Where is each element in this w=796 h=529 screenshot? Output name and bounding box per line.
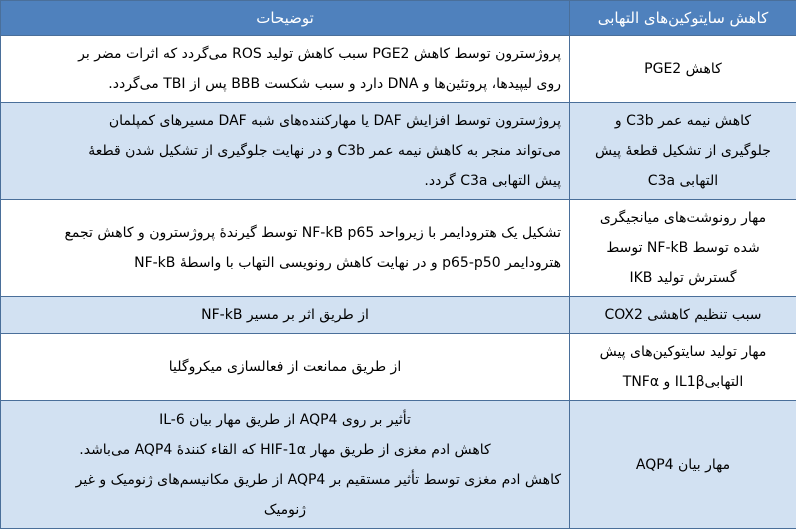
table-row <box>1 297 796 334</box>
row-6-desc-line-3: کاهش ادم مغزی توسط تأثیر مستقیم بر AQP4 از طریق مکانیسم‌های ژنومیک و غیر <box>9 465 561 495</box>
row-3-name-line-2: شده توسط NF-kB توسط <box>578 233 788 263</box>
row-6-name <box>570 401 796 529</box>
row-2-name-line-3: التهابی C3a <box>578 166 788 196</box>
row-2-name <box>570 103 796 200</box>
row-6-description <box>1 401 570 529</box>
row-2-desc-line-3: پیش التهابی C3a گردد. <box>9 166 561 196</box>
table-row <box>1 103 796 200</box>
table-row <box>1 36 796 103</box>
row-5-name-line-1: مهار تولید سایتوکین‌های پیش <box>578 337 788 367</box>
row-1-desc-line-2: روی لیپیدها، پروتئین‌ها و DNA دارد و سبب شکست BBB پس از TBI می‌گردد. <box>9 69 561 99</box>
row-5-name-line-2: التهابیIL1β و TNFα <box>578 367 788 397</box>
row-2-description <box>1 103 570 200</box>
row-3-name-line-1: مهار رونوشت‌های میانجیگری <box>578 203 788 233</box>
header-inflammatory-cytokine-reduction: کاهش سایتوکین‌های التهابی <box>570 1 796 36</box>
row-2-desc-line-1: پروژسترون توسط افزایش DAF یا مهارکننده‌های شبه DAF مسیرهای کمپلمان <box>9 106 561 136</box>
row-6-desc-line-1: تأثیر بر روی AQP4 از طریق مهار بیان IL-6 <box>9 405 561 435</box>
row-1-name <box>570 36 796 103</box>
row-6-name-line-1: مهار بیان AQP4 <box>578 450 788 480</box>
table-row <box>1 334 796 401</box>
row-4-description <box>1 297 570 334</box>
row-4-name <box>570 297 796 334</box>
row-5-desc-line-1: از طریق ممانعت از فعالسازی میکروگلیا <box>9 352 561 382</box>
row-3-desc-line-1: تشکیل یک هترودایمر با زیرواحد NF-kB p65 توسط گیرندهٔ پروژسترون و کاهش تجمع <box>9 218 561 248</box>
row-6-desc-line-2: کاهش ادم مغزی از طریق مهار HIF-1α که القاء کنندهٔ AQP4 می‌باشد. <box>9 435 561 465</box>
row-2-name-line-1: کاهش نیمه عمر C3b و <box>578 106 788 136</box>
table-row <box>1 200 796 297</box>
row-5-name <box>570 334 796 401</box>
row-4-name-line-1: سبب تنظیم کاهشی COX2 <box>578 300 788 330</box>
row-2-desc-line-2: می‌تواند منجر به کاهش نیمه عمر C3b و در نهایت جلوگیری از تشکیل شدن قطعهٔ <box>9 136 561 166</box>
row-3-description <box>1 200 570 297</box>
table-header-row <box>1 1 796 36</box>
row-1-description <box>1 36 570 103</box>
row-4-desc-line-1: از طریق اثر بر مسیر NF-kB <box>9 300 561 330</box>
row-3-name <box>570 200 796 297</box>
row-6-desc-line-4: ژنومیک <box>9 495 561 525</box>
row-3-desc-line-2: هترودایمر p65-p50 و در نهایت کاهش رونویسی التهاب با واسطهٔ NF-kB <box>9 248 561 278</box>
row-1-name-line-1: کاهش PGE2 <box>578 54 788 84</box>
row-5-description <box>1 334 570 401</box>
row-3-name-line-3: گسترش تولید IKB <box>578 263 788 293</box>
table-row <box>1 401 796 529</box>
row-2-name-line-2: جلوگیری از تشکیل قطعهٔ پیش <box>578 136 788 166</box>
header-explanations: توضیحات <box>1 1 570 36</box>
row-1-desc-line-1: پروژسترون توسط کاهش PGE2 سبب کاهش تولید ROS می‌گردد که اثرات مضر بر <box>9 39 561 69</box>
